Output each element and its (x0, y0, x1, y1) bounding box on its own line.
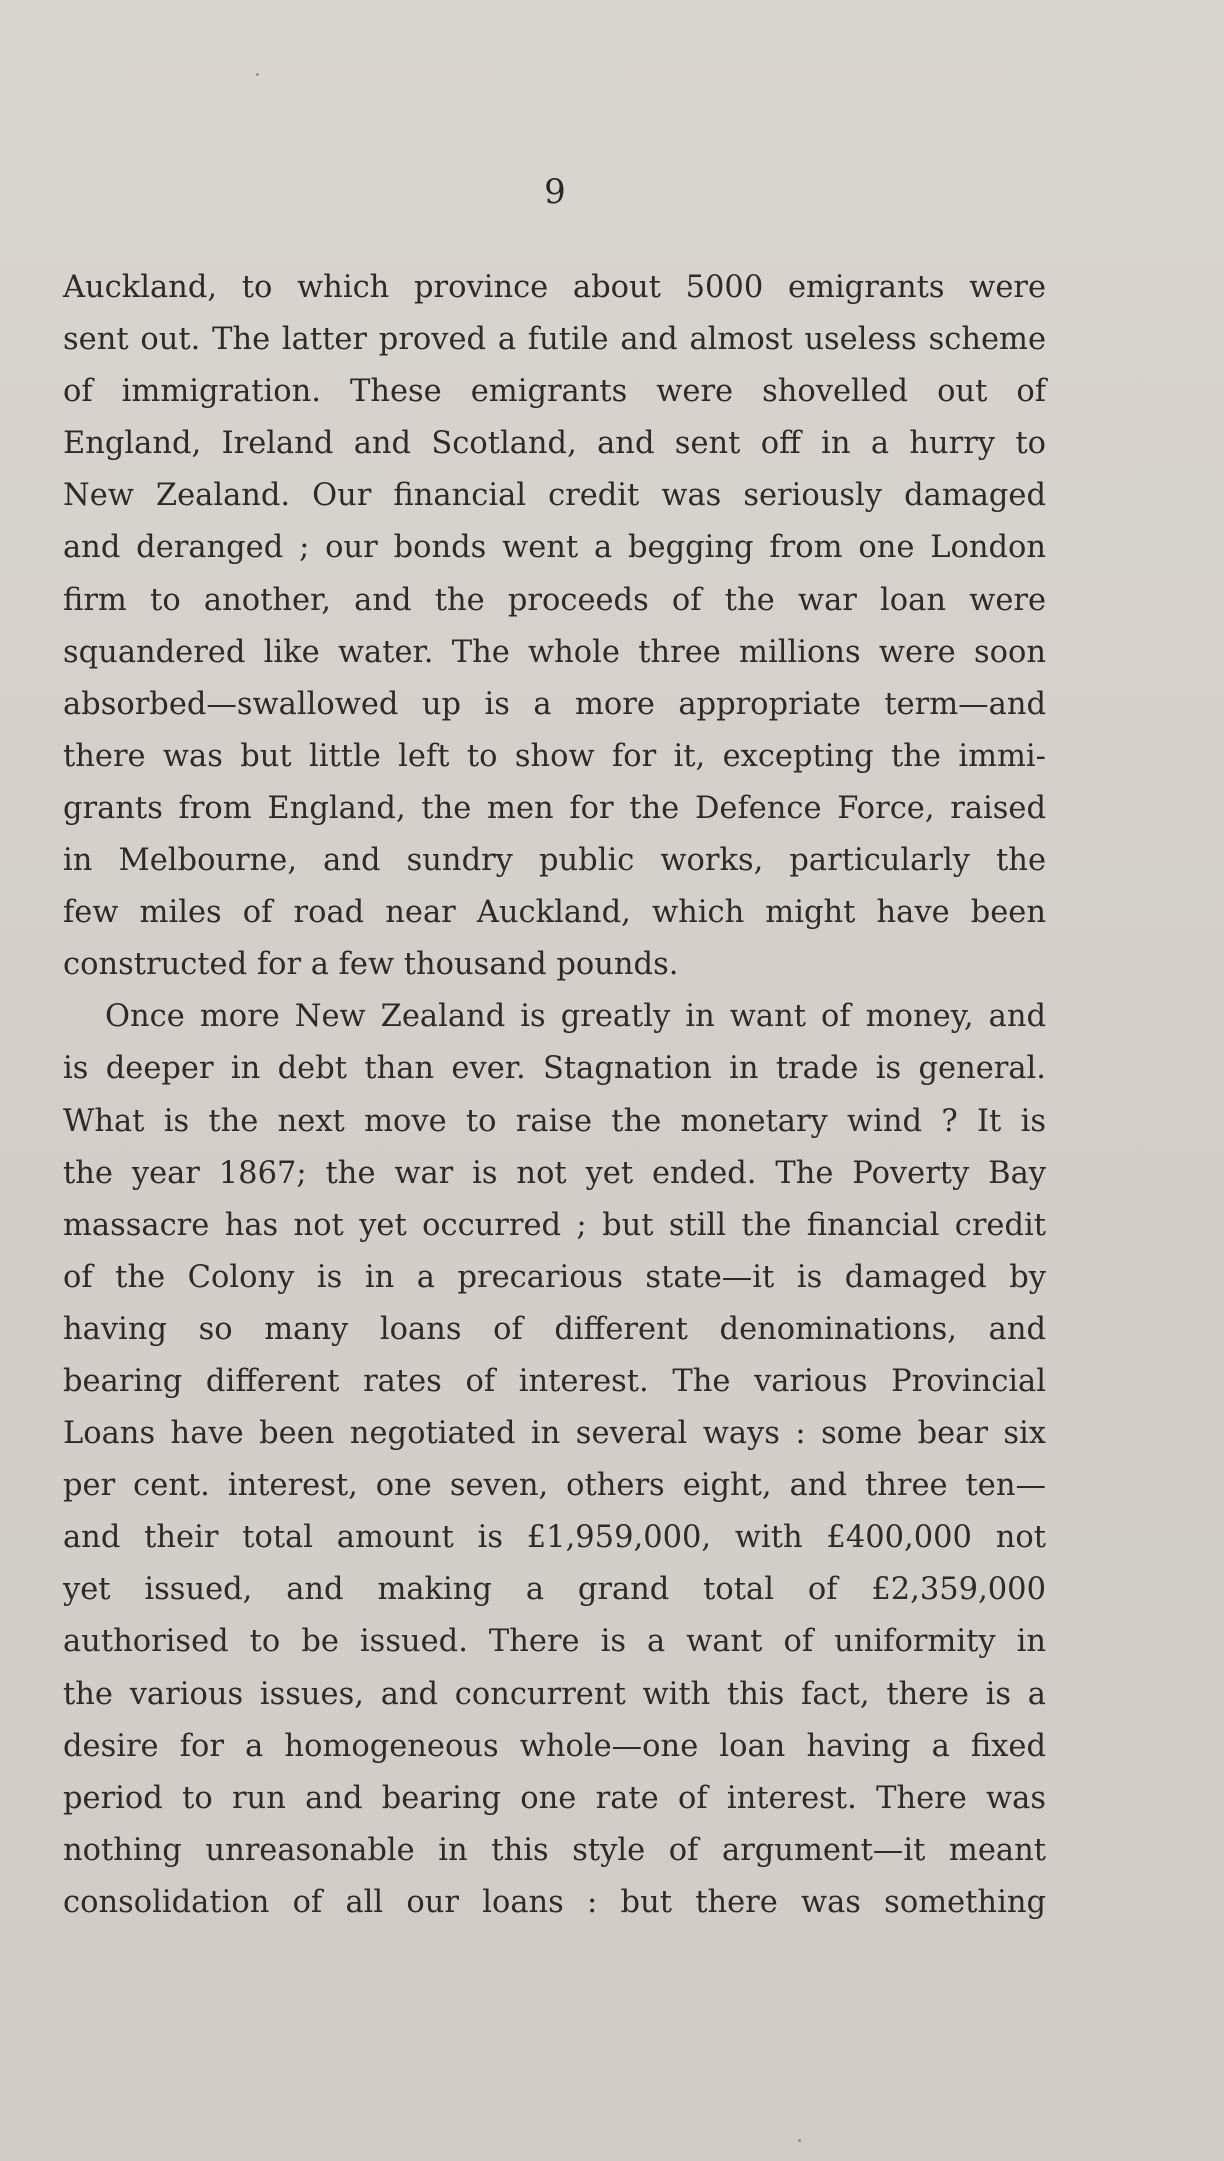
text-line: and their total amount is £1,959,000, with £400,000 not (63, 1520, 1046, 1556)
text-line: sent out. The latter proved a futile and almost useless scheme (63, 322, 1046, 358)
text-line: there was but little left to show for it, excepting the immi- (63, 738, 1046, 774)
text-line: absorbed—swallowed up is a more appropriate term—and (63, 686, 1046, 722)
text-line: bearing different rates of interest. The various Provincial (63, 1363, 1046, 1399)
text-line: nothing unreasonable in this style of argument—it meant (63, 1832, 1046, 1868)
text-line: firm to another, and the proceeds of the war loan were (63, 582, 1046, 618)
text-line: period to run and bearing one rate of interest. There was (63, 1780, 1046, 1816)
text-line: England, Ireland and Scotland, and sent off in a hurry to (63, 426, 1046, 462)
page-number: 9 (544, 172, 566, 212)
text-line: per cent. interest, one seven, others eight, and three ten— (63, 1468, 1046, 1504)
text-line: squandered like water. The whole three millions were soon (63, 634, 1046, 670)
text-line: Once more New Zealand is greatly in want of money, and (105, 999, 1046, 1035)
text-line: of immigration. These emigrants were shovelled out of (63, 374, 1046, 410)
text-line: the various issues, and concurrent with this fact, there is a (63, 1676, 1046, 1712)
text-line: massacre has not yet occurred ; but still the financial credit (63, 1207, 1046, 1243)
text-line: having so many loans of different denominations, and (63, 1311, 1046, 1347)
text-line: consolidation of all our loans : but there was something (63, 1884, 1046, 1920)
text-line: is deeper in debt than ever. Stagnation in trade is general. (63, 1051, 1046, 1087)
paper-speck (798, 2139, 801, 2142)
text-line: What is the next move to raise the monetary wind ? It is (63, 1103, 1046, 1139)
text-line: in Melbourne, and sundry public works, particularly the (63, 843, 1046, 879)
text-line: grants from England, the men for the Defence Force, raised (63, 790, 1046, 826)
text-line: Loans have been negotiated in several ways : some bear six (63, 1416, 1046, 1452)
text-line: desire for a homogeneous whole—one loan having a fixed (63, 1728, 1046, 1764)
paper-speck (256, 73, 259, 76)
text-line: constructed for a few thousand pounds. (63, 947, 679, 983)
text-line: Auckland, to which province about 5000 emigrants were (63, 270, 1046, 305)
text-line: few miles of road near Auckland, which might have been (63, 895, 1046, 931)
text-line: yet issued, and making a grand total of £2,359,000 (63, 1572, 1046, 1608)
text-line: and deranged ; our bonds went a begging from one London (63, 530, 1046, 566)
text-line: New Zealand. Our financial credit was seriously damaged (63, 478, 1046, 514)
body-text (63, 262, 1046, 1929)
text-line: of the Colony is in a precarious state—it is damaged by (63, 1259, 1046, 1295)
text-line: the year 1867; the war is not yet ended. The Poverty Bay (63, 1155, 1046, 1191)
text-line: authorised to be issued. There is a want of uniformity in (63, 1624, 1046, 1660)
